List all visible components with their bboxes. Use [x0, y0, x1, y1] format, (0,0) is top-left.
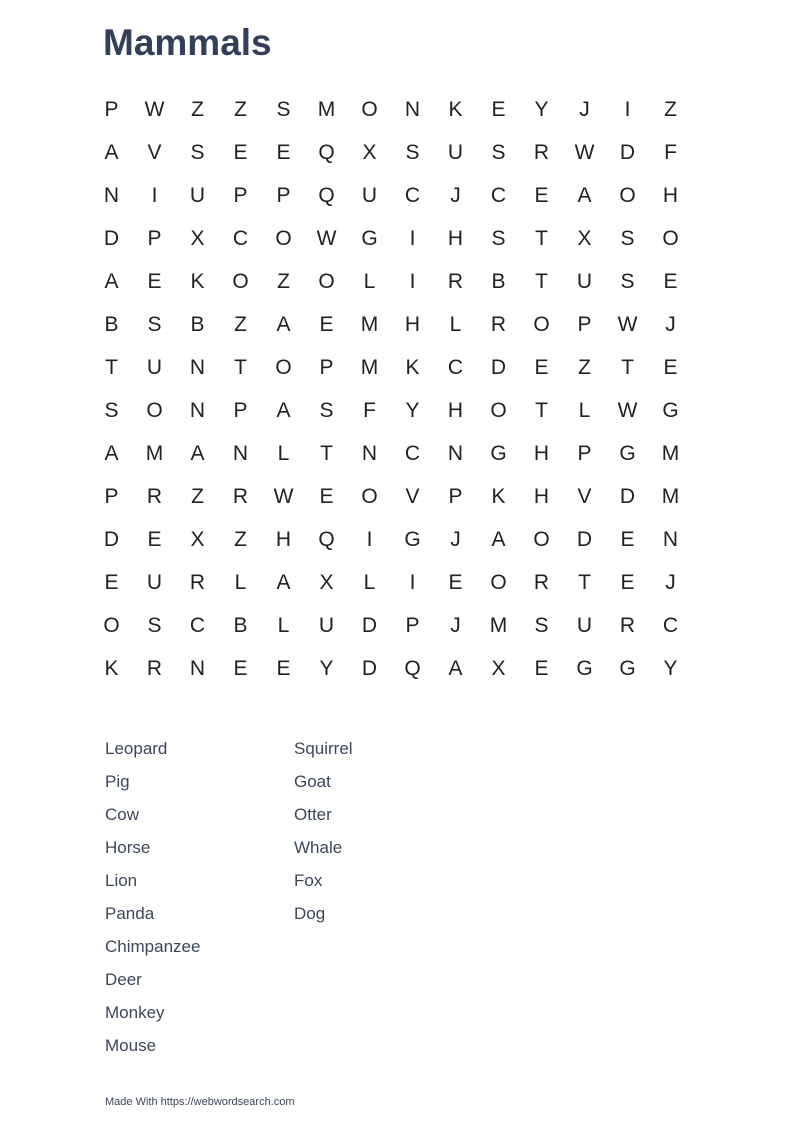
word-list-item: Monkey	[105, 1003, 165, 1022]
grid-cell: I	[409, 269, 416, 293]
grid-cell: C	[490, 183, 507, 207]
grid-cell: H	[275, 527, 292, 551]
grid-cell: W	[574, 140, 595, 164]
grid-cell: D	[103, 226, 120, 250]
grid-cell: Z	[191, 484, 204, 508]
grid-cell: J	[665, 312, 676, 336]
grid-cell: Z	[234, 527, 247, 551]
grid-cell: M	[360, 312, 379, 336]
grid-cell: A	[190, 441, 205, 465]
grid-cell: J	[450, 613, 461, 637]
grid-cell: S	[190, 140, 205, 164]
grid-cell: L	[277, 613, 290, 637]
grid-cell: N	[447, 441, 464, 465]
grid-cell: W	[617, 312, 638, 336]
grid-cell: O	[318, 269, 335, 293]
grid-cell: K	[448, 97, 463, 121]
grid-cell: T	[105, 355, 118, 379]
grid-cell: W	[316, 226, 337, 250]
grid-cell: D	[490, 355, 507, 379]
grid-cell: B	[190, 312, 205, 336]
grid-cell: P	[448, 484, 463, 508]
grid-row	[90, 260, 692, 303]
grid-cell: U	[447, 140, 464, 164]
word-list-item: Horse	[105, 838, 151, 857]
grid-cell: M	[661, 484, 680, 508]
grid-cell: L	[277, 441, 290, 465]
word-list-item: Cow	[105, 805, 140, 824]
grid-cell: P	[319, 355, 334, 379]
grid-cell: U	[189, 183, 206, 207]
grid-cell: P	[233, 398, 248, 422]
grid-cell: L	[363, 570, 376, 594]
grid-cell: H	[662, 183, 679, 207]
word-list-item: Fox	[294, 871, 323, 890]
grid-cell: S	[620, 269, 635, 293]
grid-row	[90, 561, 692, 604]
grid-cell: N	[232, 441, 249, 465]
grid-cell: E	[147, 527, 162, 551]
grid-cell: E	[319, 484, 334, 508]
grid-row	[90, 647, 692, 690]
grid-row	[90, 303, 692, 346]
grid-cell: S	[147, 312, 162, 336]
grid-cell: X	[577, 226, 592, 250]
grid-cell: Z	[277, 269, 290, 293]
grid-cell: A	[104, 140, 119, 164]
grid-cell: A	[276, 312, 291, 336]
word-list-item: Leopard	[105, 739, 168, 758]
grid-cell: Z	[664, 97, 677, 121]
grid-cell: U	[146, 570, 163, 594]
grid-cell: O	[146, 398, 163, 422]
grid-cell: X	[190, 527, 205, 551]
word-list-item: Lion	[105, 871, 138, 890]
letter-grid	[90, 88, 692, 690]
grid-cell: R	[189, 570, 206, 594]
grid-cell: U	[576, 269, 593, 293]
grid-cell: P	[104, 97, 119, 121]
grid-row	[90, 174, 692, 217]
grid-cell: H	[447, 398, 464, 422]
grid-cell: U	[361, 183, 378, 207]
grid-cell: N	[103, 183, 120, 207]
grid-cell: A	[104, 269, 119, 293]
grid-cell: N	[189, 656, 206, 680]
grid-cell: D	[619, 140, 636, 164]
grid-cell: U	[318, 613, 335, 637]
grid-cell: H	[447, 226, 464, 250]
grid-cell: E	[663, 269, 678, 293]
grid-cell: J	[450, 183, 461, 207]
grid-cell: B	[233, 613, 248, 637]
grid-cell: P	[104, 484, 119, 508]
grid-cell: P	[577, 312, 592, 336]
grid-cell: P	[276, 183, 291, 207]
grid-cell: Q	[318, 183, 335, 207]
grid-cell: S	[491, 140, 506, 164]
grid-row	[90, 346, 692, 389]
grid-cell: J	[450, 527, 461, 551]
word-list-item: Pig	[105, 772, 130, 791]
page-title: Mammals	[103, 22, 272, 63]
grid-cell: O	[490, 398, 507, 422]
grid-cell: O	[490, 570, 507, 594]
word-list-item: Dog	[294, 904, 326, 923]
grid-cell: R	[232, 484, 249, 508]
grid-cell: S	[491, 226, 506, 250]
grid-cell: M	[661, 441, 680, 465]
grid-cell: D	[103, 527, 120, 551]
word-list-item: Deer	[105, 970, 142, 989]
grid-cell: A	[577, 183, 592, 207]
grid-cell: R	[533, 140, 550, 164]
grid-cell: G	[662, 398, 679, 422]
grid-cell: T	[234, 355, 247, 379]
word-list-item: Panda	[105, 904, 155, 923]
grid-cell: K	[491, 484, 506, 508]
grid-cell: J	[579, 97, 590, 121]
grid-cell: G	[576, 656, 593, 680]
grid-cell: I	[624, 97, 631, 121]
grid-cell: P	[405, 613, 420, 637]
grid-cell: O	[662, 226, 679, 250]
grid-cell: W	[144, 97, 165, 121]
grid-cell: E	[534, 656, 549, 680]
grid-cell: K	[104, 656, 119, 680]
grid-cell: E	[233, 656, 248, 680]
grid-cell: H	[404, 312, 421, 336]
grid-cell: L	[363, 269, 376, 293]
grid-cell: P	[577, 441, 592, 465]
grid-cell: X	[319, 570, 334, 594]
grid-cell: X	[362, 140, 377, 164]
grid-cell: S	[319, 398, 334, 422]
grid-cell: G	[619, 441, 636, 465]
grid-cell: P	[233, 183, 248, 207]
word-column	[105, 736, 294, 1066]
grid-cell: G	[404, 527, 421, 551]
grid-cell: F	[664, 140, 677, 164]
grid-cell: R	[619, 613, 636, 637]
grid-cell: O	[533, 312, 550, 336]
grid-cell: M	[317, 97, 336, 121]
grid-cell: O	[275, 226, 292, 250]
grid-cell: U	[576, 613, 593, 637]
grid-cell: Q	[318, 527, 335, 551]
grid-cell: E	[534, 355, 549, 379]
grid-cell: K	[190, 269, 205, 293]
grid-cell: G	[361, 226, 378, 250]
word-list-item: Otter	[294, 805, 332, 824]
grid-cell: Y	[534, 97, 549, 121]
grid-cell: K	[405, 355, 420, 379]
grid-cell: Y	[319, 656, 334, 680]
grid-cell: O	[103, 613, 120, 637]
word-column	[294, 736, 483, 1066]
grid-cell: R	[146, 484, 163, 508]
grid-cell: E	[620, 527, 635, 551]
grid-cell: Y	[663, 656, 678, 680]
grid-cell: N	[662, 527, 679, 551]
grid-cell: I	[409, 570, 416, 594]
grid-cell: N	[404, 97, 421, 121]
grid-cell: Z	[234, 312, 247, 336]
grid-cell: C	[447, 355, 464, 379]
grid-cell: S	[620, 226, 635, 250]
grid-cell: M	[360, 355, 379, 379]
grid-cell: C	[232, 226, 249, 250]
grid-cell: C	[404, 183, 421, 207]
grid-cell: A	[104, 441, 119, 465]
grid-row	[90, 88, 692, 131]
grid-row	[90, 389, 692, 432]
grid-cell: D	[361, 613, 378, 637]
grid-cell: E	[276, 140, 291, 164]
grid-cell: E	[276, 656, 291, 680]
word-list-item: Mouse	[105, 1036, 157, 1055]
grid-cell: M	[489, 613, 508, 637]
grid-row	[90, 604, 692, 647]
grid-cell: N	[189, 398, 206, 422]
grid-cell: I	[409, 226, 416, 250]
grid-row	[90, 518, 692, 561]
grid-row	[90, 131, 692, 174]
grid-cell: E	[534, 183, 549, 207]
grid-cell: B	[491, 269, 506, 293]
grid-cell: H	[533, 484, 550, 508]
grid-cell: W	[617, 398, 638, 422]
grid-cell: R	[533, 570, 550, 594]
grid-cell: Z	[234, 97, 247, 121]
grid-cell: H	[533, 441, 550, 465]
grid-cell: R	[447, 269, 464, 293]
grid-cell: T	[535, 226, 548, 250]
grid-cell: E	[104, 570, 119, 594]
grid-cell: E	[448, 570, 463, 594]
grid-cell: P	[147, 226, 162, 250]
grid-cell: L	[449, 312, 462, 336]
grid-row	[90, 475, 692, 518]
word-list	[105, 736, 483, 1066]
grid-cell: E	[233, 140, 248, 164]
grid-cell: E	[319, 312, 334, 336]
grid-cell: D	[619, 484, 636, 508]
grid-cell: D	[361, 656, 378, 680]
grid-cell: B	[104, 312, 119, 336]
grid-cell: F	[363, 398, 376, 422]
word-list-item: Squirrel	[294, 739, 353, 758]
grid-cell: V	[405, 484, 420, 508]
grid-cell: O	[619, 183, 636, 207]
grid-cell: A	[276, 570, 291, 594]
grid-cell: L	[234, 570, 247, 594]
grid-cell: L	[578, 398, 591, 422]
grid-cell: T	[535, 269, 548, 293]
grid-cell: E	[147, 269, 162, 293]
grid-cell: S	[405, 140, 420, 164]
grid-cell: E	[491, 97, 506, 121]
word-list-item: Chimpanzee	[105, 937, 201, 956]
grid-cell: A	[491, 527, 506, 551]
grid-cell: Z	[191, 97, 204, 121]
grid-cell: X	[491, 656, 506, 680]
grid-cell: A	[276, 398, 291, 422]
grid-cell: S	[534, 613, 549, 637]
grid-cell: C	[662, 613, 679, 637]
word-list-item: Whale	[294, 838, 343, 857]
grid-cell: G	[490, 441, 507, 465]
grid-cell: E	[620, 570, 635, 594]
grid-cell: O	[533, 527, 550, 551]
grid-cell: Y	[405, 398, 420, 422]
grid-cell: N	[189, 355, 206, 379]
grid-cell: T	[621, 355, 634, 379]
grid-cell: G	[619, 656, 636, 680]
grid-cell: C	[404, 441, 421, 465]
grid-cell: I	[151, 183, 158, 207]
grid-cell: S	[104, 398, 119, 422]
grid-cell: U	[146, 355, 163, 379]
grid-cell: S	[147, 613, 162, 637]
grid-cell: J	[665, 570, 676, 594]
word-list-item: Goat	[294, 772, 331, 791]
grid-cell: O	[232, 269, 249, 293]
grid-cell: O	[361, 97, 378, 121]
grid-cell: X	[190, 226, 205, 250]
grid-cell: S	[276, 97, 291, 121]
grid-cell: A	[448, 656, 463, 680]
grid-cell: O	[275, 355, 292, 379]
grid-cell: W	[273, 484, 294, 508]
grid-cell: O	[361, 484, 378, 508]
grid-cell: T	[320, 441, 333, 465]
grid-cell: R	[490, 312, 507, 336]
grid-cell: M	[145, 441, 164, 465]
grid-row	[90, 432, 692, 475]
grid-cell: T	[535, 398, 548, 422]
grid-cell: V	[577, 484, 592, 508]
grid-cell: R	[146, 656, 163, 680]
grid-cell: Q	[318, 140, 335, 164]
grid-row	[90, 217, 692, 260]
grid-cell: V	[147, 140, 162, 164]
grid-cell: N	[361, 441, 378, 465]
grid-cell: C	[189, 613, 206, 637]
grid-cell: Z	[578, 355, 591, 379]
grid-cell: Q	[404, 656, 421, 680]
grid-cell: T	[578, 570, 591, 594]
footer-credit: Made With https://webwordsearch.com	[105, 1096, 295, 1108]
grid-cell: D	[576, 527, 593, 551]
grid-cell: I	[366, 527, 373, 551]
grid-cell: E	[663, 355, 678, 379]
